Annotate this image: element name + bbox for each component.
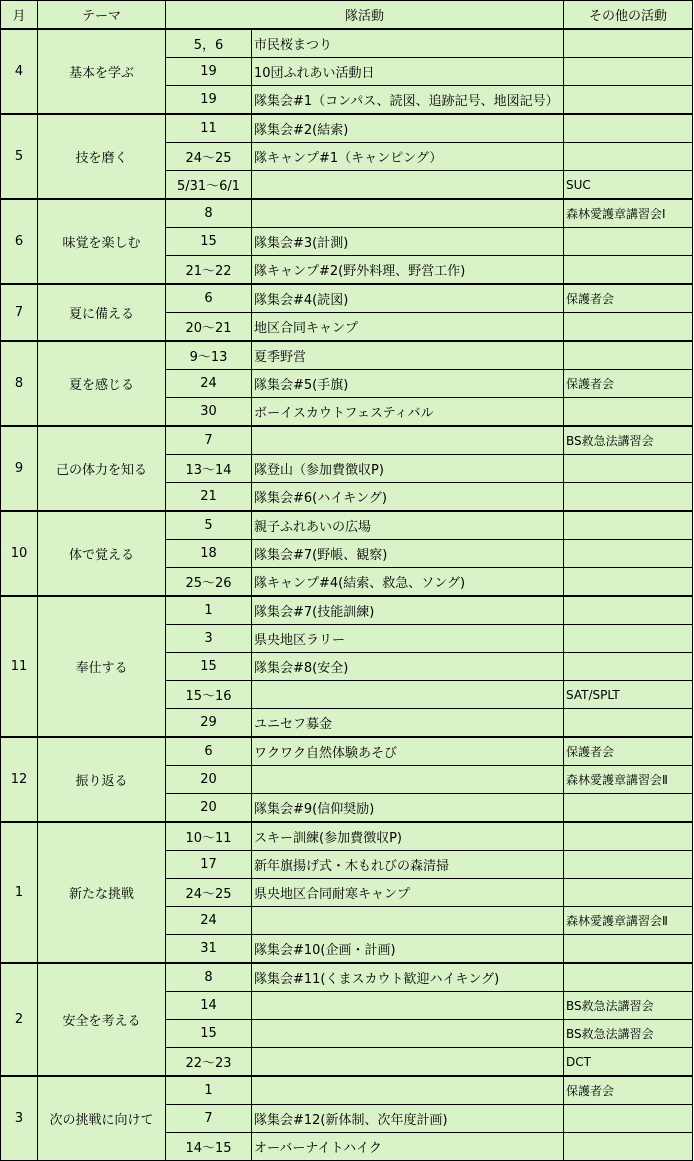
date-cell: 13～14 [166, 455, 252, 483]
troop-activity-cell [252, 171, 564, 200]
troop-activity-cell [252, 199, 564, 228]
troop-activity-cell: 10団ふれあい活動日 [252, 58, 564, 86]
other-activity-cell: SAT/SPLT [564, 681, 693, 709]
date-cell: 21～22 [166, 256, 252, 285]
troop-activity-cell: 親子ふれあいの広場 [252, 511, 564, 540]
theme-header: テーマ [38, 1, 166, 30]
schedule-row [1, 1076, 693, 1105]
other-activity-cell [564, 29, 693, 58]
other-activity-cell [564, 1133, 693, 1161]
troop-activity-cell: 隊集会#1（コンパス、読図、追跡記号、地図記号） [252, 86, 564, 115]
month-header: 月 [1, 1, 38, 30]
troop-activity-cell: 隊登山（参加費徴収P) [252, 455, 564, 483]
date-cell: 19 [166, 58, 252, 86]
other-activity-cell: DCT [564, 1048, 693, 1077]
other-activity-cell: 保護者会 [564, 737, 693, 766]
troop-activity-cell: 隊集会#7(野帳、観察) [252, 540, 564, 568]
date-cell: 8 [166, 199, 252, 228]
troop-activity-cell: 隊集会#2(結索) [252, 114, 564, 143]
other-activity-cell [564, 568, 693, 597]
theme-cell: 奉仕する [38, 596, 166, 737]
troop-activity-cell: 市民桜まつり [252, 29, 564, 58]
troop-activity-cell: 新年旗揚げ式・木もれびの森清掃 [252, 851, 564, 879]
header-row [1, 1, 693, 30]
other-activity-cell: BS救急法講習会 [564, 1020, 693, 1048]
troop-activity-cell [252, 681, 564, 709]
date-cell: 11 [166, 114, 252, 143]
troop-activity-cell: 隊集会#10(企画・計画) [252, 935, 564, 964]
date-cell: 10～11 [166, 822, 252, 851]
date-cell: 31 [166, 935, 252, 964]
troop-activity-cell: ボーイスカウトフェスティバル [252, 398, 564, 427]
other-activity-cell: BS救急法講習会 [564, 426, 693, 455]
troop-activity-cell: スキー訓練(参加費徴収P) [252, 822, 564, 851]
date-cell: 7 [166, 1105, 252, 1133]
troop-activity-cell: 隊集会#8(安全) [252, 653, 564, 681]
date-cell: 9～13 [166, 341, 252, 370]
schedule-body [1, 29, 693, 1161]
other-activity-cell: 保護者会 [564, 1076, 693, 1105]
other-activity-cell [564, 653, 693, 681]
date-cell: 30 [166, 398, 252, 427]
schedule-row [1, 29, 693, 58]
month-cell: 3 [1, 1076, 38, 1161]
date-cell: 15 [166, 228, 252, 256]
theme-cell: 新たな挑戦 [38, 822, 166, 963]
schedule-row [1, 511, 693, 540]
month-cell: 12 [1, 737, 38, 822]
troop-activity-cell: 隊集会#11(くまスカウト歓迎ハイキング) [252, 963, 564, 992]
month-cell: 9 [1, 426, 38, 511]
date-cell: 3 [166, 625, 252, 653]
troop-activity-cell: オーバーナイトハイク [252, 1133, 564, 1161]
date-cell: 5 [166, 511, 252, 540]
other-activity-cell [564, 341, 693, 370]
theme-cell: 基本を学ぶ [38, 29, 166, 114]
other-activity-cell [564, 963, 693, 992]
month-cell: 8 [1, 341, 38, 426]
date-cell: 20 [166, 766, 252, 794]
date-cell: 15 [166, 653, 252, 681]
other-activity-cell [564, 879, 693, 907]
theme-cell: 夏を感じる [38, 341, 166, 426]
date-cell: 15 [166, 1020, 252, 1048]
other-activity-cell [564, 313, 693, 342]
other-activity-cell [564, 143, 693, 171]
month-cell: 5 [1, 114, 38, 199]
other-activity-cell [564, 822, 693, 851]
date-cell: 24～25 [166, 879, 252, 907]
other-activity-cell [564, 851, 693, 879]
other-activity-cell [564, 483, 693, 512]
troop-activity-cell [252, 426, 564, 455]
troop-activity-cell: 隊キャンプ#2(野外料理、野営工作) [252, 256, 564, 285]
other-activity-cell: 森林愛護章講習会Ⅱ [564, 907, 693, 935]
schedule-row [1, 963, 693, 992]
troop-activity-cell [252, 766, 564, 794]
other-activity-cell [564, 228, 693, 256]
date-cell: 1 [166, 596, 252, 625]
other-activity-cell: BS救急法講習会 [564, 992, 693, 1020]
month-cell: 10 [1, 511, 38, 596]
other-activity-cell [564, 511, 693, 540]
troop-activity-cell [252, 907, 564, 935]
troop-activity-cell: 隊集会#12(新体制、次年度計画) [252, 1105, 564, 1133]
other-activity-cell [564, 114, 693, 143]
schedule-row [1, 426, 693, 455]
date-cell: 8 [166, 963, 252, 992]
troop-activity-cell: 隊キャンプ#1（キャンピング） [252, 143, 564, 171]
date-cell: 7 [166, 426, 252, 455]
date-cell: 14 [166, 992, 252, 1020]
month-cell: 7 [1, 284, 38, 341]
date-cell: 17 [166, 851, 252, 879]
date-cell: 5/31～6/1 [166, 171, 252, 200]
troop-activity-cell [252, 1076, 564, 1105]
troop-activity-cell: 隊集会#7(技能訓練) [252, 596, 564, 625]
troop-activity-cell [252, 1020, 564, 1048]
other-activity-cell [564, 1105, 693, 1133]
other-activity-cell [564, 625, 693, 653]
other-activity-cell [564, 935, 693, 964]
schedule-row [1, 822, 693, 851]
schedule-row [1, 199, 693, 228]
troop-activity-cell: ワクワク自然体験あそび [252, 737, 564, 766]
troop-activity-cell: 隊集会#9(信仰奨励) [252, 794, 564, 823]
month-cell: 11 [1, 596, 38, 737]
date-cell: 24 [166, 907, 252, 935]
other-activity-cell [564, 86, 693, 115]
month-cell: 1 [1, 822, 38, 963]
other-activity-cell: 森林愛護章講習会Ⅱ [564, 766, 693, 794]
theme-cell: 振り返る [38, 737, 166, 822]
date-cell: 14～15 [166, 1133, 252, 1161]
troop-activity-cell: 隊キャンプ#4(結索、救急、ソング) [252, 568, 564, 597]
month-cell: 2 [1, 963, 38, 1076]
other-activity-cell: 保護者会 [564, 284, 693, 313]
other-activity-cell [564, 794, 693, 823]
date-cell: 24 [166, 370, 252, 398]
date-cell: 22～23 [166, 1048, 252, 1077]
theme-cell: 技を磨く [38, 114, 166, 199]
theme-cell: 夏に備える [38, 284, 166, 341]
other-activity-cell [564, 398, 693, 427]
troop-activity-cell: 隊集会#4(読図) [252, 284, 564, 313]
other-activity-cell: 保護者会 [564, 370, 693, 398]
other-activity-cell [564, 709, 693, 738]
date-cell: 29 [166, 709, 252, 738]
other-activity-cell [564, 596, 693, 625]
schedule-row [1, 114, 693, 143]
other-activity-cell [564, 540, 693, 568]
date-cell: 5，6 [166, 29, 252, 58]
schedule-row [1, 596, 693, 625]
theme-cell: 己の体力を知る [38, 426, 166, 511]
date-cell: 20～21 [166, 313, 252, 342]
date-cell: 19 [166, 86, 252, 115]
month-cell: 6 [1, 199, 38, 284]
other-activity-cell: 森林愛護章講習会Ⅰ [564, 199, 693, 228]
other-activity-header: その他の活動 [564, 1, 693, 30]
other-activity-cell: SUC [564, 171, 693, 200]
other-activity-cell [564, 256, 693, 285]
troop-activity-cell: 夏季野営 [252, 341, 564, 370]
date-cell: 18 [166, 540, 252, 568]
troop-activity-cell: 隊集会#6(ハイキング) [252, 483, 564, 512]
date-cell: 25～26 [166, 568, 252, 597]
theme-cell: 体で覚える [38, 511, 166, 596]
troop-activity-cell: 隊集会#3(計測) [252, 228, 564, 256]
other-activity-cell [564, 455, 693, 483]
theme-cell: 次の挑戦に向けて [38, 1076, 166, 1161]
date-cell: 6 [166, 284, 252, 313]
other-activity-cell [564, 58, 693, 86]
troop-activity-cell [252, 1048, 564, 1077]
date-cell: 6 [166, 737, 252, 766]
date-cell: 1 [166, 1076, 252, 1105]
troop-activity-cell: ユニセフ募金 [252, 709, 564, 738]
troop-activity-cell: 地区合同キャンプ [252, 313, 564, 342]
troop-activity-cell: 県央地区ラリー [252, 625, 564, 653]
date-cell: 24～25 [166, 143, 252, 171]
theme-cell: 安全を考える [38, 963, 166, 1076]
schedule-row [1, 341, 693, 370]
month-cell: 4 [1, 29, 38, 114]
troop-activity-cell: 隊集会#5(手旗) [252, 370, 564, 398]
date-cell: 20 [166, 794, 252, 823]
theme-cell: 味覚を楽しむ [38, 199, 166, 284]
date-cell: 15～16 [166, 681, 252, 709]
troop-activity-cell [252, 992, 564, 1020]
schedule-row [1, 737, 693, 766]
date-cell: 21 [166, 483, 252, 512]
troop-activity-header: 隊活動 [166, 1, 564, 30]
schedule-row [1, 284, 693, 313]
troop-activity-cell: 県央地区合同耐寒キャンプ [252, 879, 564, 907]
